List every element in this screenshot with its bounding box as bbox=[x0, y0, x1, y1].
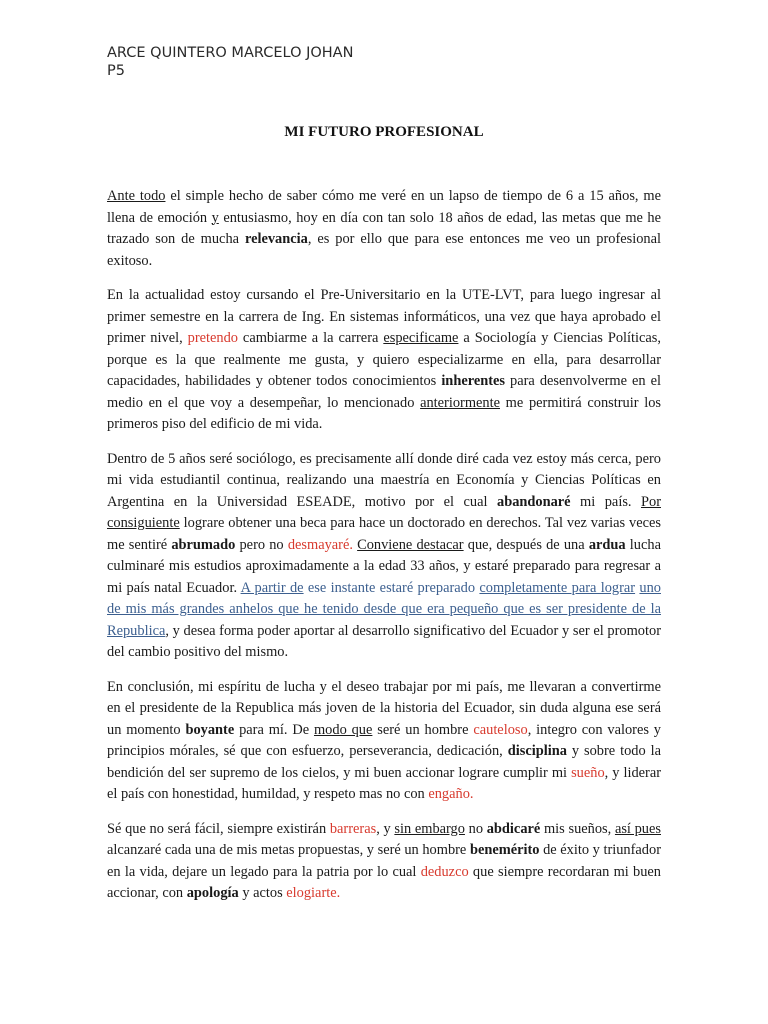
text-segment: lograre obtener una beca para hace un doctorado en derechos. Tal vez varias veces me sentiré bbox=[107, 515, 661, 553]
text-segment: apología bbox=[186, 885, 239, 901]
text-segment: benemérito bbox=[469, 842, 540, 858]
text-segment: cambiarme a la carrera bbox=[237, 330, 384, 346]
paragraph-4 bbox=[107, 677, 661, 806]
author-code: P5 bbox=[107, 63, 125, 79]
text-segment: relevancia bbox=[244, 231, 308, 247]
text-segment: boyante bbox=[185, 721, 235, 738]
text-segment: especificame bbox=[383, 330, 459, 346]
text-segment: A partir de bbox=[240, 579, 304, 596]
text-segment: inherentes bbox=[441, 373, 506, 389]
document-body bbox=[107, 186, 661, 918]
text-segment: me permitirá construir los primeros piso del edificio de mi vida. bbox=[107, 394, 661, 432]
text-segment: alcanzaré cada una de mis metas propuestas, y seré un hombre bbox=[107, 842, 470, 858]
text-segment: , y desea forma poder aportar al desarrollo significativo del Ecuador y ser el promotor del cambio positivo del mismo. bbox=[107, 622, 661, 660]
text-segment: y actos bbox=[238, 885, 287, 901]
text-segment: así pues bbox=[614, 820, 661, 837]
text-segment: que siempre recordaran mi buen accionar, con bbox=[107, 863, 661, 901]
text-segment: el simple hecho de saber cómo me veré en un lapso de tiempo de 6 a 15 años, me llena de emoción bbox=[107, 188, 662, 226]
text-segment: que, después de una bbox=[463, 536, 589, 553]
text-segment: Por consiguiente bbox=[107, 493, 661, 531]
text-segment: y bbox=[211, 209, 219, 226]
text-segment: entusiasmo, hoy en día con tan solo 18 años de edad, las metas que me he trazado son de mucha bbox=[107, 209, 661, 247]
text-segment: abandonaré bbox=[497, 493, 571, 510]
author-name: ARCE QUINTERO MARCELO JOHAN bbox=[107, 45, 354, 61]
text-segment: Sé que no será fácil, siempre existirán bbox=[107, 820, 330, 837]
paragraph-3 bbox=[107, 449, 661, 664]
text-segment: a Sociología y Ciencias Políticas, porque es la que realmente me gusta, y quiero especializarme en ella, para desarrollar capacidades, habilidades y obtener todos conocimientos bbox=[107, 330, 662, 389]
text-segment: , integro con valores y principios mórales, sé que con esfuerzo, perseverancia, dedicación, bbox=[107, 721, 661, 759]
text-segment: disciplina bbox=[507, 743, 567, 759]
text-segment: desmayaré. bbox=[287, 536, 353, 553]
text-segment: En conclusión, mi espíritu de lucha y el deseo trabajar por mi país, me llevaran a convertirme en el presidente de la Republica más joven de la historia del Ecuador, sin duda alguna ese será un momento bbox=[107, 678, 661, 738]
text-segment: uno de mis más grandes anhelos que he tenido desde que era pequeño que es ser presidente de la Republica bbox=[107, 579, 661, 639]
document-header bbox=[107, 44, 353, 80]
text-segment: completamente para lograr bbox=[479, 579, 636, 596]
text-segment: y sobre todo la bendición del ser supremo de los cielos, y mi buen accionar lograre cumplir mi bbox=[107, 743, 661, 781]
text-segment: , es por ello que para ese entonces me veo un profesional exitoso. bbox=[107, 231, 662, 269]
text-segment: cauteloso bbox=[473, 721, 528, 738]
text-segment: , y liderar el país con honestidad, humildad, y respeto mas no con bbox=[107, 764, 661, 802]
text-segment: mis sueños, bbox=[540, 820, 615, 837]
text-segment: modo que bbox=[313, 721, 373, 738]
text-segment: pero no bbox=[235, 536, 288, 553]
document-title: MI FUTURO PROFESIONAL bbox=[284, 124, 484, 140]
text-segment: , y bbox=[376, 820, 395, 837]
text-segment: sueño bbox=[571, 764, 605, 781]
text-segment: abrumado bbox=[171, 536, 236, 553]
text-segment: para desenvolverme en el medio en el que voy a desempeñar, lo mencionado bbox=[107, 373, 661, 411]
text-segment: sin embargo bbox=[394, 820, 465, 837]
paragraph-5 bbox=[107, 819, 661, 905]
text-segment: barreras bbox=[329, 820, 377, 837]
text-segment: anteriormente bbox=[420, 394, 500, 411]
text-segment: ese instante estaré preparado bbox=[303, 579, 480, 596]
text-segment: En la actualidad estoy cursando el Pre-Universitario en la UTE-LVT, para luego ingresar al primer semestre en la carrera de Ing. En sistemas informáticos, una vez que haya aprobado el primer nivel, bbox=[107, 287, 661, 346]
text-segment: mi país. bbox=[570, 493, 641, 510]
text-segment: deduzco bbox=[420, 863, 469, 880]
text-segment: Dentro de 5 años seré sociólogo, es precisamente allí donde diré cada vez estoy más cerca, pero mi vida estudiantil continua, realizando una maestría en Economía y Ciencias Políticas en Argentina en la Universidad ESEADE, motivo por el cual bbox=[107, 450, 661, 510]
text-segment: elogiarte. bbox=[286, 885, 341, 901]
paragraph-2 bbox=[107, 285, 661, 436]
text-segment: no bbox=[464, 820, 487, 837]
text-segment: Conviene destacar bbox=[357, 536, 464, 553]
text-segment: de éxito y triunfador en la vida, dejare un legado para la patria por lo cual bbox=[107, 842, 661, 880]
text-segment: ardua bbox=[588, 536, 626, 553]
text-segment: engaño. bbox=[428, 786, 474, 802]
text-segment: Ante todo bbox=[107, 188, 166, 204]
text-segment: lucha culminaré mis estudios aproximadamente a la edad 33 años, y estaré preparado para regresar a mi país natal Ecuador. bbox=[107, 536, 661, 596]
text-segment: para mí. De bbox=[234, 721, 314, 738]
text-segment: pretendo bbox=[187, 330, 238, 346]
paragraph-1 bbox=[107, 186, 661, 272]
text-segment: seré un hombre bbox=[372, 721, 474, 738]
text-segment: abdicaré bbox=[486, 820, 541, 837]
